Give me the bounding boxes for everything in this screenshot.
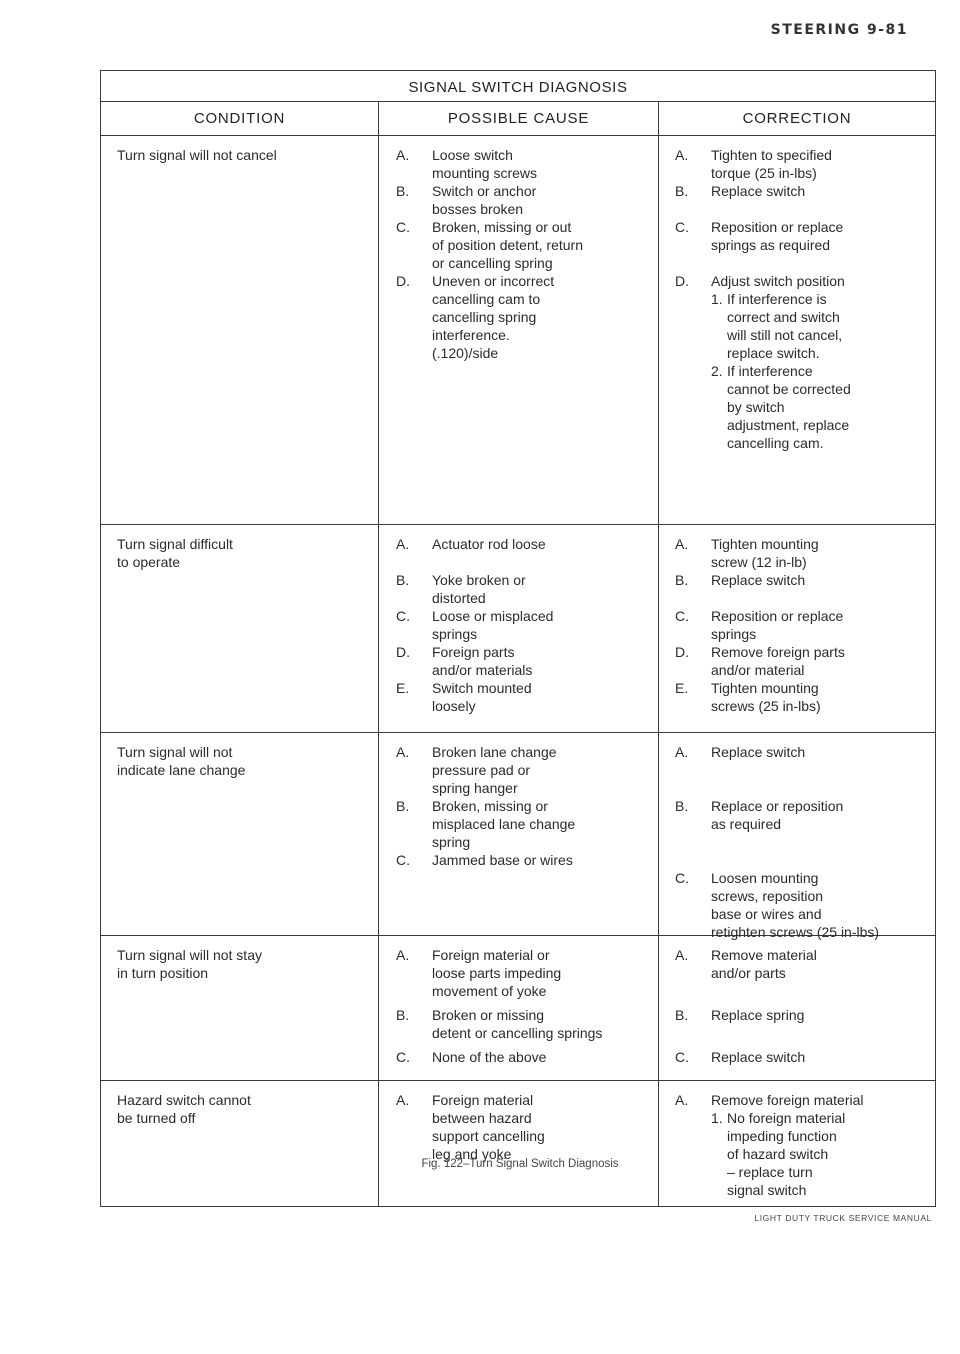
cause-text: Foreign parts and/or materials [432,644,533,678]
subitem-number: 1. [711,291,723,307]
cause-letter: B. [396,183,410,199]
condition-cell [101,733,379,935]
correction-cell [659,733,935,940]
correction-body [711,869,925,941]
correction-text: Adjust switch position [711,273,845,289]
correction-body [711,946,925,982]
cause-item [396,1006,648,1042]
cause-letter: B. [396,572,410,588]
table-row [101,136,935,525]
cause-item [396,1048,648,1066]
subitem-text: If interference is correct and switch will still not cancel, replace switch. [727,291,843,361]
correction-text: Replace switch [711,1049,806,1065]
correction-text: Tighten mounting screw (12 in-lb) [711,536,819,570]
column-header-correction: CORRECTION [742,110,852,127]
table-row [101,525,935,733]
cause-text: Foreign material between hazard support cancelling leg and yoke [432,1092,545,1162]
cause-letter: C. [396,1049,410,1065]
cause-text: Broken, missing or out of position detent, return or cancelling spring [432,219,583,271]
condition-text: Turn signal will not cancel [117,147,277,163]
correction-letter: D. [675,644,689,660]
cause-item [396,946,648,1000]
cause-letter: A. [396,147,410,163]
cause-text: Broken lane change pressure pad or spring hanger [432,744,557,796]
correction-letter: A. [675,744,689,760]
cause-letter: C. [396,219,410,235]
correction-letter: A. [675,1092,689,1108]
cause-text: Switch or anchor bosses broken [432,183,537,217]
possible-cause-cell [379,1081,659,1206]
cause-item [396,679,648,715]
condition-cell [101,525,379,732]
correction-letter: B. [675,183,689,199]
possible-cause-cell [379,525,659,732]
correction-item [675,869,925,941]
table-row [101,936,935,1081]
correction-body [711,1091,925,1199]
cause-letter: A. [396,947,410,963]
possible-cause-cell [379,136,659,524]
correction-letter: C. [675,219,689,235]
condition-text: Turn signal will not stay in turn position [117,947,262,981]
cause-text: Actuator rod loose [432,536,546,552]
correction-item [675,643,925,679]
correction-letter: A. [675,947,689,963]
correction-letter: A. [675,147,689,163]
correction-cell [659,525,935,732]
correction-cell [659,136,935,524]
correction-text: Replace or reposition as required [711,798,844,832]
correction-item [675,797,925,833]
cause-letter: A. [396,1092,410,1108]
correction-item [675,946,925,982]
page-header: STEERING 9-81 [770,22,908,38]
cause-text: Foreign material or loose parts impeding movement of yoke [432,947,562,999]
correction-letter: B. [675,572,689,588]
correction-text: Replace switch [711,744,806,760]
correction-text: Replace spring [711,1007,805,1023]
correction-cell [659,936,935,1080]
correction-body [711,146,925,182]
cause-text: Broken, missing or misplaced lane change spring [432,798,576,850]
correction-item [675,272,925,452]
cause-letter: C. [396,852,410,868]
cause-item [396,272,648,362]
correction-body [711,1048,925,1066]
subitem-number: 1. [711,1110,723,1126]
subitem-number: 2. [711,363,723,379]
cause-item [396,607,648,643]
cause-letter: B. [396,1007,410,1023]
correction-subitem [711,1109,925,1199]
column-headers [101,102,935,136]
condition-text: Hazard switch cannot be turned off [117,1092,251,1126]
correction-subitem [711,362,925,452]
correction-body [711,535,925,571]
cause-text: Jammed base or wires [432,852,573,868]
cause-letter: D. [396,273,410,289]
correction-item [675,1091,925,1199]
cause-text: Loose switch mounting screws [432,147,538,181]
correction-letter: E. [675,680,689,696]
cause-item [396,218,648,272]
cause-letter: B. [396,798,410,814]
correction-item [675,218,925,254]
possible-cause-cell [379,936,659,1080]
cause-letter: E. [396,680,410,696]
cause-letter: A. [396,744,410,760]
condition-text: Turn signal difficult to operate [117,536,233,570]
correction-letter: C. [675,1049,689,1065]
correction-text: Remove material and/or parts [711,947,817,981]
correction-body [711,218,925,254]
subitem-text: If interference cannot be corrected by switch adjustment, replace cancelling cam. [727,363,851,451]
cause-text: Yoke broken or distorted [432,572,526,606]
cause-text: Loose or misplaced springs [432,608,554,642]
table-row [101,733,935,940]
correction-body [711,272,925,452]
correction-text: Replace switch [711,572,806,588]
cause-item [396,797,648,851]
cause-item [396,743,648,797]
cause-letter: C. [396,608,410,624]
correction-text: Loosen mounting screws, reposition base or wires and retighten screws (25 in-lbs) [711,870,880,940]
cause-text: Broken or missing detent or cancelling springs [432,1007,603,1041]
possible-cause-cell [379,733,659,935]
correction-text: Tighten to specified torque (25 in-lbs) [711,147,832,181]
cause-item [396,146,648,182]
diagnosis-table [100,70,936,1207]
cause-item [396,1091,648,1163]
condition-cell [101,1081,379,1206]
correction-letter: A. [675,536,689,552]
correction-item [675,182,925,200]
correction-text: Remove foreign material [711,1092,864,1108]
cause-letter: A. [396,536,410,552]
condition-cell [101,936,379,1080]
table-row [101,1081,935,1206]
correction-letter: B. [675,798,689,814]
cause-item [396,571,648,607]
correction-item [675,1006,925,1024]
correction-cell [659,1081,935,1206]
condition-cell [101,136,379,524]
correction-body [711,743,925,761]
correction-body [711,679,925,715]
correction-item [675,571,925,589]
correction-subitem [711,290,925,362]
correction-letter: C. [675,870,689,886]
figure-caption: Fig. 122–Turn Signal Switch Diagnosis [421,1158,619,1170]
correction-item [675,607,925,643]
condition-text: Turn signal will not indicate lane change [117,744,246,778]
correction-text: Reposition or replace springs [711,608,844,642]
cause-text: Switch mounted loosely [432,680,532,714]
cause-text: Uneven or incorrect cancelling cam to cancelling spring interference. (.120)/side [432,273,555,361]
correction-body [711,607,925,643]
correction-text: Remove foreign parts and/or material [711,644,845,678]
correction-item [675,1048,925,1066]
cause-item [396,182,648,218]
cause-item [396,643,648,679]
column-header-condition: CONDITION [101,102,379,135]
correction-item [675,535,925,571]
subitem-text: No foreign material impeding function of hazard switch – replace turn signal switch [727,1110,846,1198]
cause-letter: D. [396,644,410,660]
correction-text: Replace switch [711,183,806,199]
correction-item [675,679,925,715]
table-title: SIGNAL SWITCH DIAGNOSIS [101,71,935,102]
correction-body [711,797,925,833]
correction-body [711,1006,925,1024]
correction-text: Reposition or replace springs as required [711,219,844,253]
correction-item [675,743,925,761]
correction-text: Tighten mounting screws (25 in-lbs) [711,680,821,714]
correction-body [711,643,925,679]
cause-item [396,851,648,869]
correction-item [675,146,925,182]
correction-letter: D. [675,273,689,289]
manual-footer: LIGHT DUTY TRUCK SERVICE MANUAL [754,1213,932,1223]
table-body [101,136,935,1206]
correction-body [711,182,925,200]
correction-letter: C. [675,608,689,624]
column-header-possible-cause: POSSIBLE CAUSE [379,102,659,135]
correction-letter: B. [675,1007,689,1023]
cause-item [396,535,648,553]
correction-body [711,571,925,589]
cause-text: None of the above [432,1049,547,1065]
